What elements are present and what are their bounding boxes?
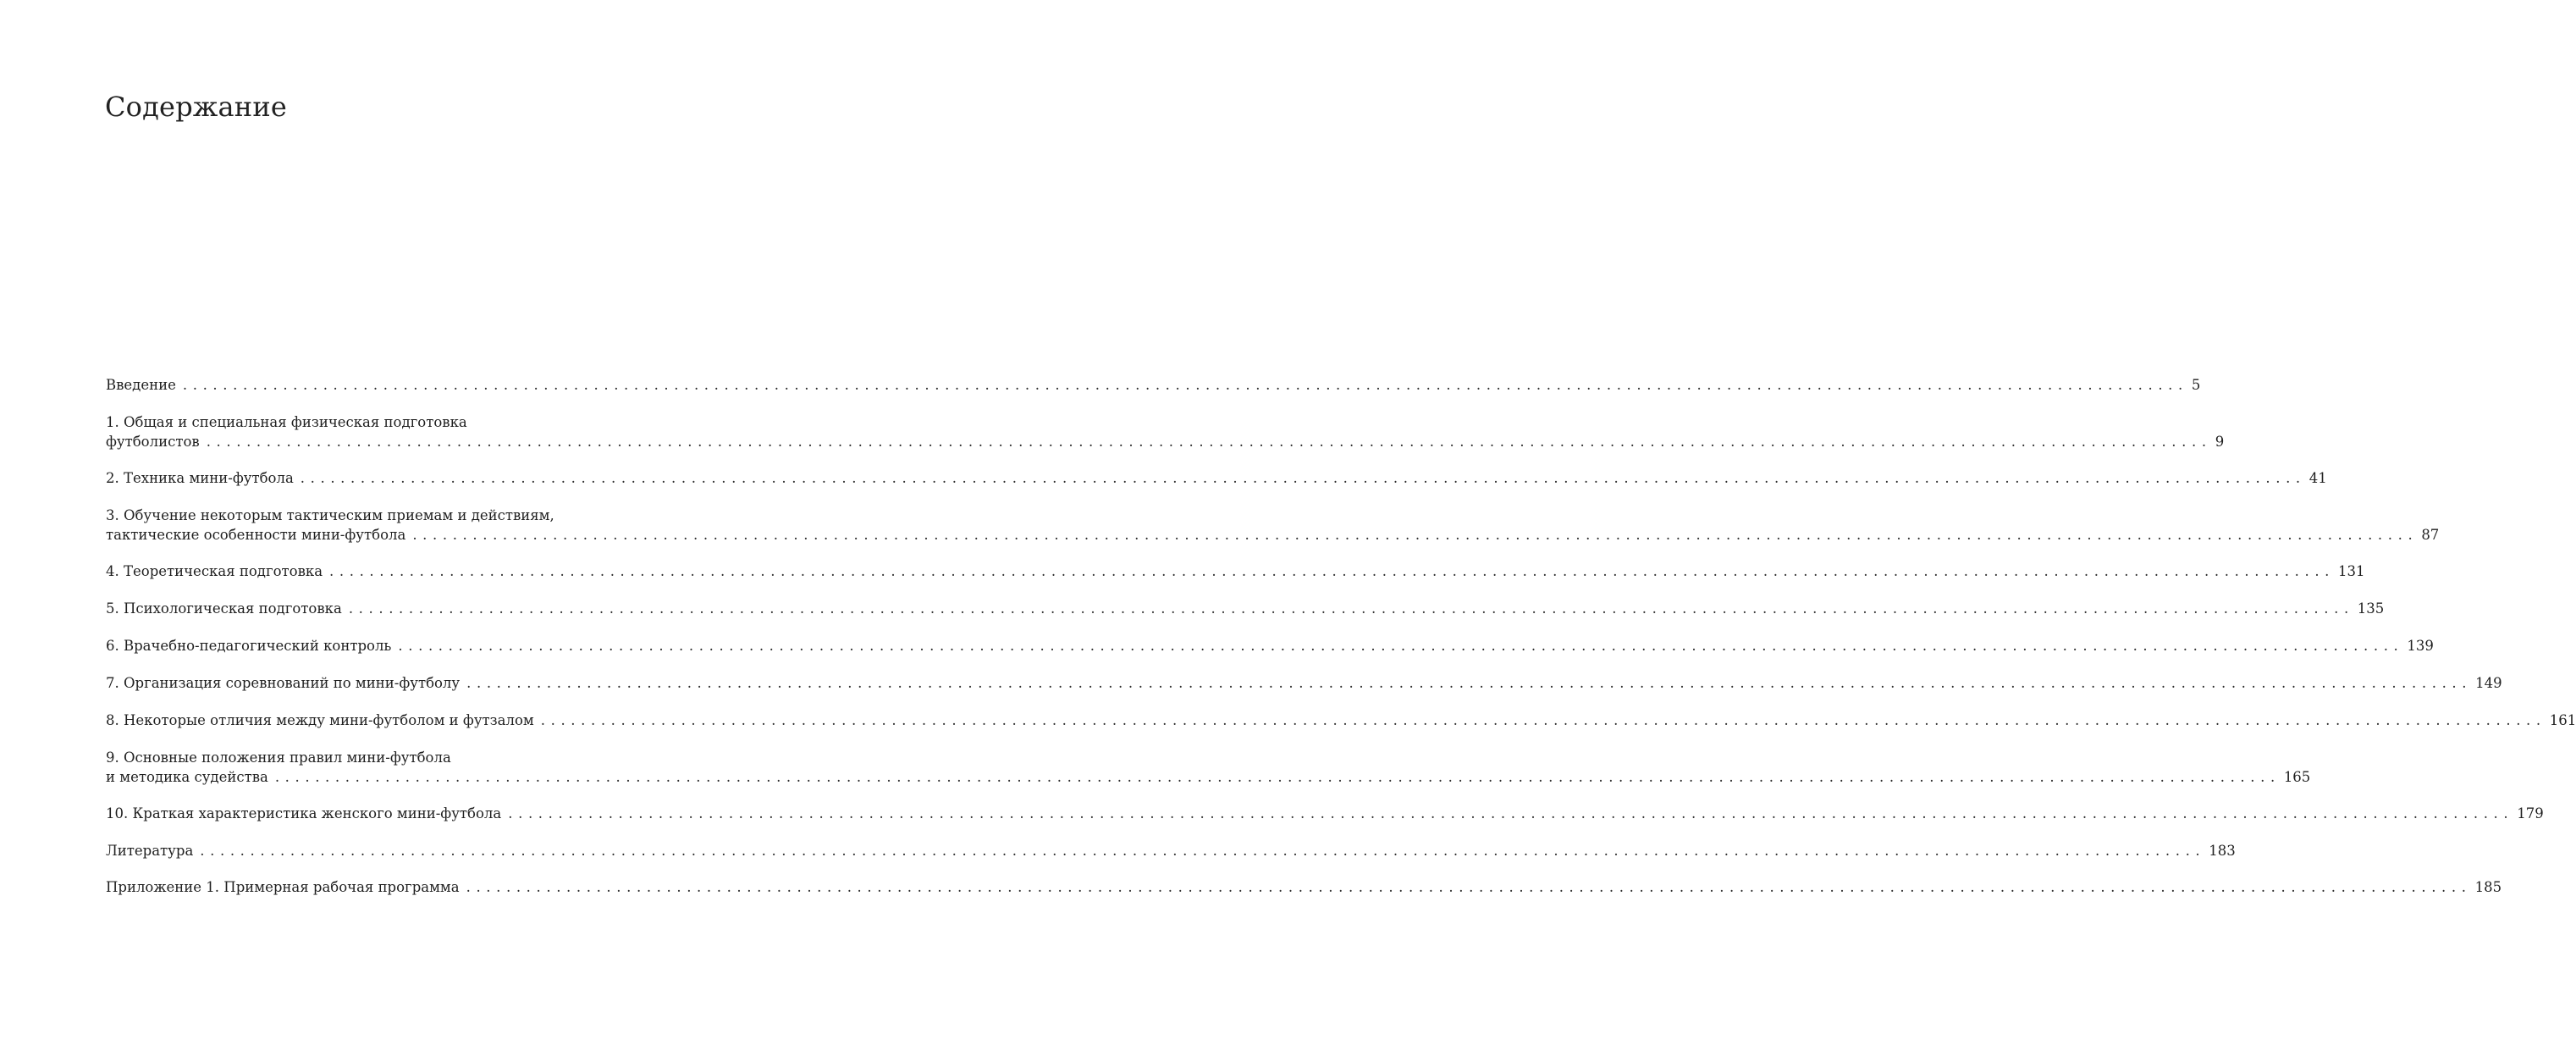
- toc-entry-title: 7. Организация соревнований по мини-футболу: [106, 675, 461, 691]
- toc-entry-title: Введение: [106, 377, 176, 393]
- toc-entry: [106, 561, 2365, 581]
- toc-entry-title: 10. Краткая характеристика женского мини-футбола: [106, 805, 502, 821]
- dot-leader: ........................................................................................................................................................................................................: [348, 600, 2354, 617]
- toc-entry-title: 6. Врачебно-педагогический контроль: [106, 638, 392, 654]
- dot-leader: ........................................................................................................................................................................................................: [412, 527, 2419, 543]
- toc-entry-title-line: 3. Обучение некоторым тактическим приемам и действиям,: [106, 507, 554, 523]
- toc-entry-title: 8. Некоторые отличия между мини-футболом и футзалом: [106, 712, 534, 728]
- toc-entry-title-line: 1. Общая и специальная физическая подготовка: [106, 414, 467, 430]
- toc-page-number: 135: [2357, 600, 2385, 617]
- toc-entry-title-line: 9. Основные положения правил мини-футбола: [106, 750, 451, 766]
- dot-leader: ........................................................................................................................................................................................................: [206, 434, 2212, 450]
- toc-entry-title: и методика судейства: [106, 769, 268, 785]
- dot-leader: ........................................................................................................................................................................................................: [182, 377, 2188, 393]
- toc-entry: [106, 599, 2385, 618]
- toc-entry-title: Приложение 1. Примерная рабочая программа: [106, 879, 460, 895]
- toc-page-number: 5: [2191, 377, 2201, 393]
- toc-entry: [106, 636, 2434, 655]
- toc-entry: [106, 468, 2327, 488]
- toc-page-number: 183: [2209, 843, 2236, 859]
- page-title: Содержание: [105, 91, 287, 123]
- toc-page-number: 139: [2407, 638, 2434, 654]
- dot-leader: ........................................................................................................................................................................................................: [508, 805, 2514, 821]
- dot-leader: ........................................................................................................................................................................................................: [329, 563, 2336, 579]
- toc-entry-title: 4. Теоретическая подготовка: [106, 563, 323, 579]
- toc-entry-title: футболистов: [106, 434, 200, 450]
- dot-leader: ........................................................................................................................................................................................................: [300, 470, 2306, 486]
- toc-page-number: 165: [2283, 769, 2311, 785]
- toc-entry-title: 2. Техника мини-футбола: [106, 470, 294, 486]
- toc-page-number: 185: [2474, 879, 2502, 895]
- toc-entry-title: 5. Психологическая подготовка: [106, 600, 342, 617]
- toc-page-number: 131: [2338, 563, 2365, 579]
- dot-leader: ........................................................................................................................................................................................................: [274, 769, 2281, 785]
- dot-leader: ........................................................................................................................................................................................................: [200, 843, 2206, 859]
- toc-entry: [106, 412, 2225, 451]
- toc-page-number: 9: [2215, 434, 2225, 450]
- toc-entry-title: тактические особенности мини-футбола: [106, 527, 406, 543]
- toc-page-number: 149: [2475, 675, 2502, 691]
- toc-entry: [106, 804, 2544, 823]
- toc-entry: [106, 673, 2502, 693]
- dot-leader: ........................................................................................................................................................................................................: [540, 712, 2546, 728]
- toc-page-number: 87: [2421, 527, 2440, 543]
- toc-entry: [106, 711, 2576, 730]
- toc-entry: [106, 841, 2236, 860]
- toc-entry: [106, 748, 2311, 787]
- toc-entry-title: Литература: [106, 843, 194, 859]
- dot-leader: ........................................................................................................................................................................................................: [466, 879, 2472, 895]
- toc-entry: [106, 375, 2201, 395]
- toc-entry: [106, 506, 2440, 545]
- dot-leader: ........................................................................................................................................................................................................: [466, 675, 2473, 691]
- toc-page-number: 179: [2517, 805, 2544, 821]
- toc-page-number: 41: [2308, 470, 2327, 486]
- dot-leader: ........................................................................................................................................................................................................: [398, 638, 2404, 654]
- toc-entry: [106, 877, 2502, 897]
- toc-page-number: 161: [2549, 712, 2576, 728]
